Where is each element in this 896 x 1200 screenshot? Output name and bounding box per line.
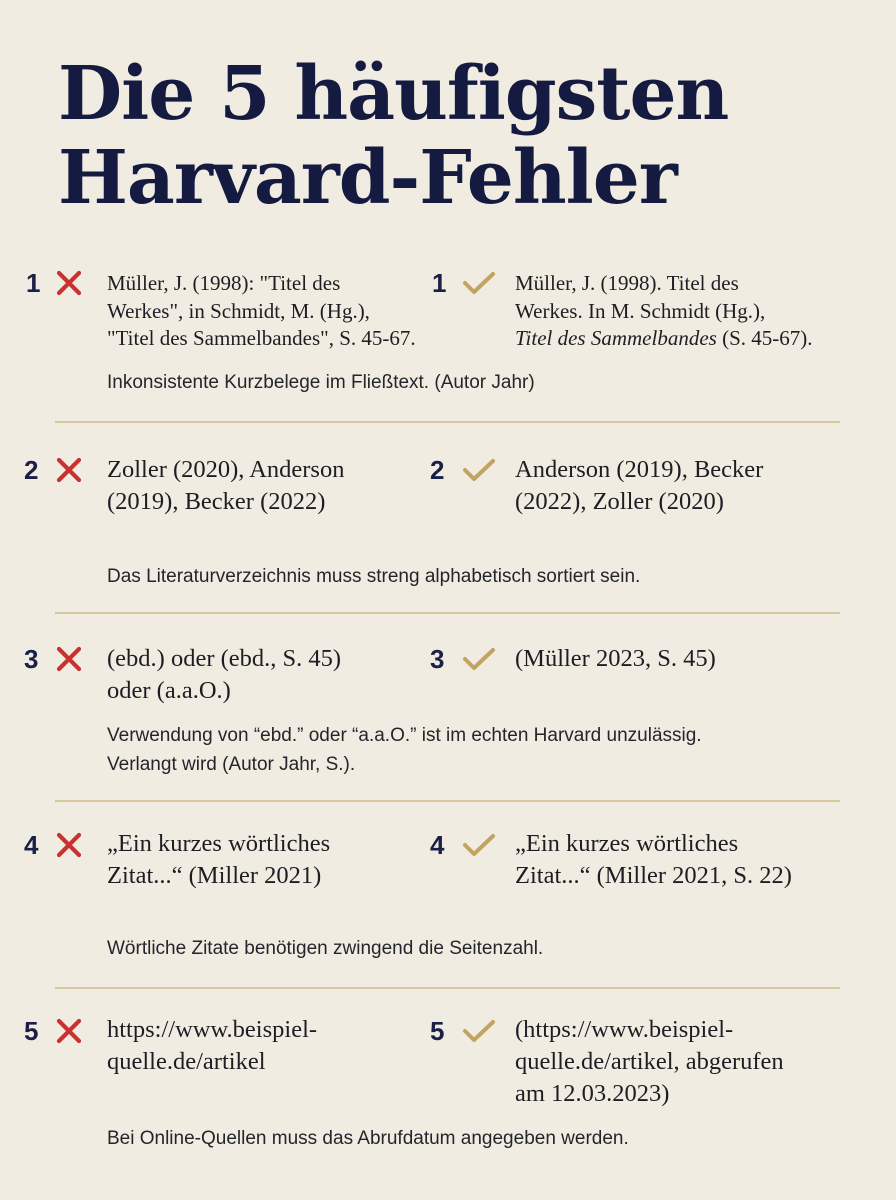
right-number: 2 xyxy=(430,455,445,485)
right-citation xyxy=(515,1014,784,1110)
check-icon xyxy=(462,830,492,860)
explanation-line: Verwendung von “ebd.” oder “a.a.O.” ist im echten Harvard unzulässig. xyxy=(107,725,702,746)
check-icon xyxy=(462,268,492,298)
wrong-number: 2 xyxy=(24,455,39,485)
citation-line: (Müller 2023, S. 45) xyxy=(515,645,716,672)
citation-line: Werkes", in Schmidt, M. (Hg.), xyxy=(107,298,370,323)
explanation-text xyxy=(107,721,702,779)
right-number: 3 xyxy=(430,644,445,674)
right-number: 1 xyxy=(432,268,447,298)
citation-line: Anderson (2019), Becker xyxy=(515,456,764,483)
citation-line: quelle.de/artikel, abgerufen xyxy=(515,1048,784,1075)
right-number: 4 xyxy=(430,830,445,860)
title-line-1: Die 5 häufigsten xyxy=(58,51,729,137)
citation-line: Zoller (2020), Anderson xyxy=(107,456,345,483)
citation-line: (https://www.beispiel- xyxy=(515,1016,734,1043)
explanation-text xyxy=(107,562,640,591)
wrong-number: 5 xyxy=(24,1016,39,1046)
cross-icon xyxy=(54,830,84,860)
wrong-citation xyxy=(107,1014,317,1078)
title-line-2: Harvard-Fehler xyxy=(58,135,677,221)
check-icon xyxy=(462,455,492,485)
right-citation xyxy=(515,454,763,518)
citation-line: Zitat...“ (Miller 2021) xyxy=(107,862,322,889)
check-icon xyxy=(462,1016,492,1046)
citation-line: (2022), Zoller (2020) xyxy=(515,488,724,515)
explanation-line: Verlangt wird (Autor Jahr, S.). xyxy=(107,754,356,775)
page-title xyxy=(58,52,728,220)
explanation-line: Bei Online-Quellen muss das Abrufdatum angegeben werden. xyxy=(107,1128,629,1149)
citation-line: „Ein kurzes wörtliches xyxy=(107,830,331,857)
divider xyxy=(55,421,840,423)
check-icon xyxy=(462,644,492,674)
cross-icon xyxy=(54,268,84,298)
cross-icon xyxy=(54,455,84,485)
citation-tail: (S. 45-67). xyxy=(716,326,813,350)
citation-line: Müller, J. (1998). Titel des xyxy=(515,271,739,295)
right-citation xyxy=(515,643,716,675)
explanation-line: Das Literaturverzeichnis muss streng alphabetisch sortiert sein. xyxy=(107,566,641,587)
citation-line: quelle.de/artikel xyxy=(107,1048,266,1075)
citation-line: Müller, J. (1998): "Titel des xyxy=(107,271,341,295)
right-citation xyxy=(515,270,813,353)
cross-icon xyxy=(54,1016,84,1046)
citation-line: https://www.beispiel- xyxy=(107,1016,318,1043)
divider xyxy=(55,800,840,802)
explanation-text xyxy=(107,368,535,397)
citation-line: (2019), Becker (2022) xyxy=(107,488,326,515)
citation-line: oder (a.a.O.) xyxy=(107,677,231,704)
right-citation xyxy=(515,828,792,892)
citation-line: Werkes. In M. Schmidt (Hg.), xyxy=(515,298,766,323)
citation-line: Zitat...“ (Miller 2021, S. 22) xyxy=(515,862,792,889)
citation-line: "Titel des Sammelbandes", S. 45-67. xyxy=(107,326,416,350)
citation-line: (ebd.) oder (ebd., S. 45) xyxy=(107,645,342,672)
explanation-line: Wörtliche Zitate benötigen zwingend die Seitenzahl. xyxy=(107,938,544,959)
divider xyxy=(55,612,840,614)
citation-line: „Ein kurzes wörtliches xyxy=(515,830,739,857)
wrong-citation xyxy=(107,828,330,892)
cross-icon xyxy=(54,644,84,674)
explanation-text xyxy=(107,1124,629,1153)
wrong-citation xyxy=(107,454,344,518)
wrong-number: 4 xyxy=(24,830,39,860)
wrong-number: 1 xyxy=(26,268,41,298)
explanation-text xyxy=(107,934,543,963)
citation-line xyxy=(515,325,813,353)
citation-line: am 12.03.2023) xyxy=(515,1080,670,1107)
wrong-citation xyxy=(107,643,341,707)
right-number: 5 xyxy=(430,1016,445,1046)
wrong-number: 3 xyxy=(24,644,39,674)
explanation-line: Inkonsistente Kurzbelege im Fließtext. (Autor Jahr) xyxy=(107,372,535,393)
citation-italic-title: Titel des Sammelbandes xyxy=(515,326,717,350)
divider xyxy=(55,987,840,989)
wrong-citation xyxy=(107,270,416,353)
